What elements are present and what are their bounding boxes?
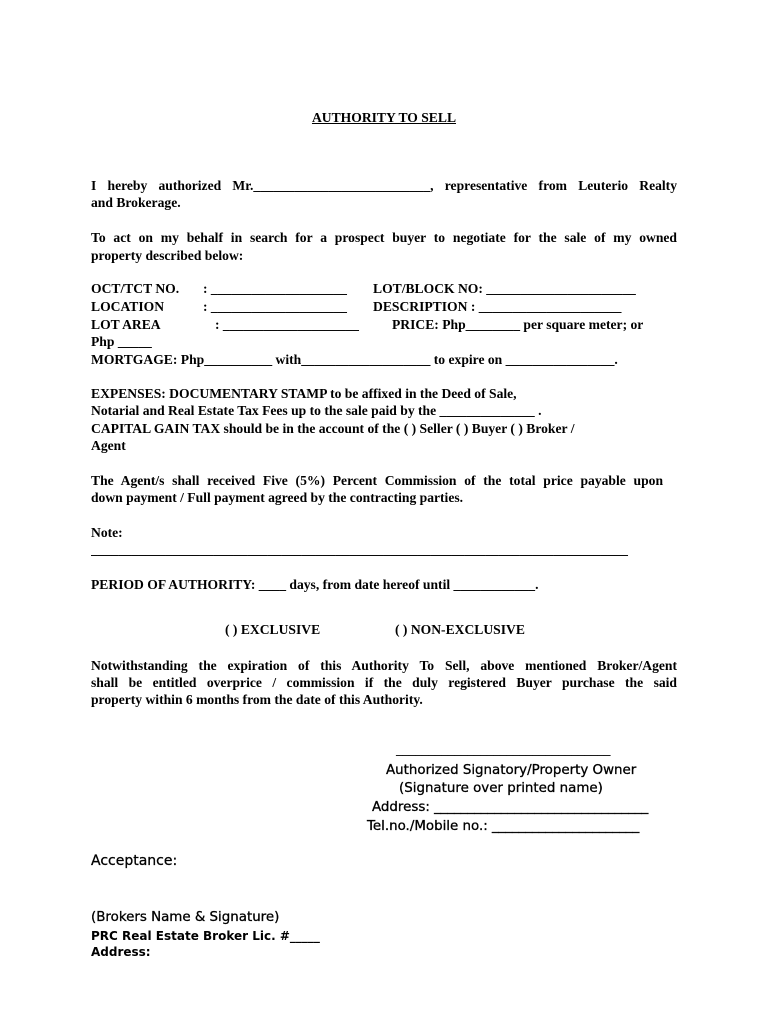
location-field: : ____________________ <box>203 299 347 314</box>
mortgage-field: MORTGAGE: Php__________ with___________________ to expire on ________________. <box>91 352 618 367</box>
document-title: AUTHORITY TO SELL <box>311 110 457 125</box>
notwithstanding-line-1: Notwithstanding the expiration of this Authority To Sell, above mentioned Broker/Agent <box>91 658 677 673</box>
period-of-authority: PERIOD OF AUTHORITY: ____ days, from date hereof until ____________. <box>91 577 539 592</box>
authorization-line-1: I hereby authorized Mr.__________________________, representative from Leuterio Realty <box>91 178 677 193</box>
commission-line-1: The Agent/s shall received Five (5%) Percent Commission of the total price payable upon <box>91 473 663 488</box>
purpose-line-1: To act on my behalf in search for a prospect buyer to negotiate for the sale of my owned <box>91 230 677 245</box>
brokers-name-signature: (Brokers Name & Signature) <box>91 910 280 925</box>
acceptance-label: Acceptance: <box>91 853 178 869</box>
signatory-subtitle: (Signature over printed name) <box>399 781 603 796</box>
expenses-line-1: EXPENSES: DOCUMENTARY STAMP to be affixed in the Deed of Sale, <box>91 386 517 401</box>
oct-tct-label: OCT/TCT NO. <box>91 281 180 296</box>
expenses-line-2: Notarial and Real Estate Tax Fees up to the sale paid by the ______________ . <box>91 403 542 418</box>
signatory-tel: Tel.no./Mobile no.: ______________________ <box>367 819 640 834</box>
non-exclusive-option: ( ) NON-EXCLUSIVE <box>395 622 525 637</box>
signatory-address: Address: ________________________________ <box>372 800 649 815</box>
broker-address-field: Address: <box>91 945 151 959</box>
price-field: PRICE: Php________ per square meter; or <box>392 317 644 332</box>
location-label: LOCATION <box>91 299 165 314</box>
php-field: Php _____ <box>91 334 152 349</box>
lot-area-label: LOT AREA <box>91 317 161 332</box>
notwithstanding-line-2: shall be entitled overprice / commission if the duly registered Buyer purchase the said <box>91 675 677 690</box>
prc-license-field: PRC Real Estate Broker Lic. #_____ <box>91 929 320 943</box>
exclusive-option: ( ) EXCLUSIVE <box>225 622 321 637</box>
signature-line: _________________________________ <box>396 742 611 757</box>
notwithstanding-line-3: property within 6 months from the date of this Authority. <box>91 692 423 707</box>
authorization-line-2: and Brokerage. <box>91 195 181 210</box>
lot-area-field: : ____________________ <box>215 317 359 332</box>
signatory-title: Authorized Signatory/Property Owner <box>386 763 637 778</box>
commission-line-2: down payment / Full payment agreed by the contracting parties. <box>91 490 464 505</box>
lot-block-field: LOT/BLOCK NO: ______________________ <box>373 281 636 296</box>
purpose-line-2: property described below: <box>91 248 244 263</box>
capital-gain-tax-line: CAPITAL GAIN TAX should be in the account of the ( ) Seller ( ) Buyer ( ) Broker / <box>91 421 575 436</box>
note-label: Note: <box>91 525 123 540</box>
capital-gain-tax-line-2: Agent <box>91 438 126 453</box>
oct-tct-field: : ____________________ <box>203 281 347 296</box>
description-field: DESCRIPTION : _____________________ <box>373 299 622 314</box>
note-line: _______________________________________________________________________________ <box>91 542 628 557</box>
